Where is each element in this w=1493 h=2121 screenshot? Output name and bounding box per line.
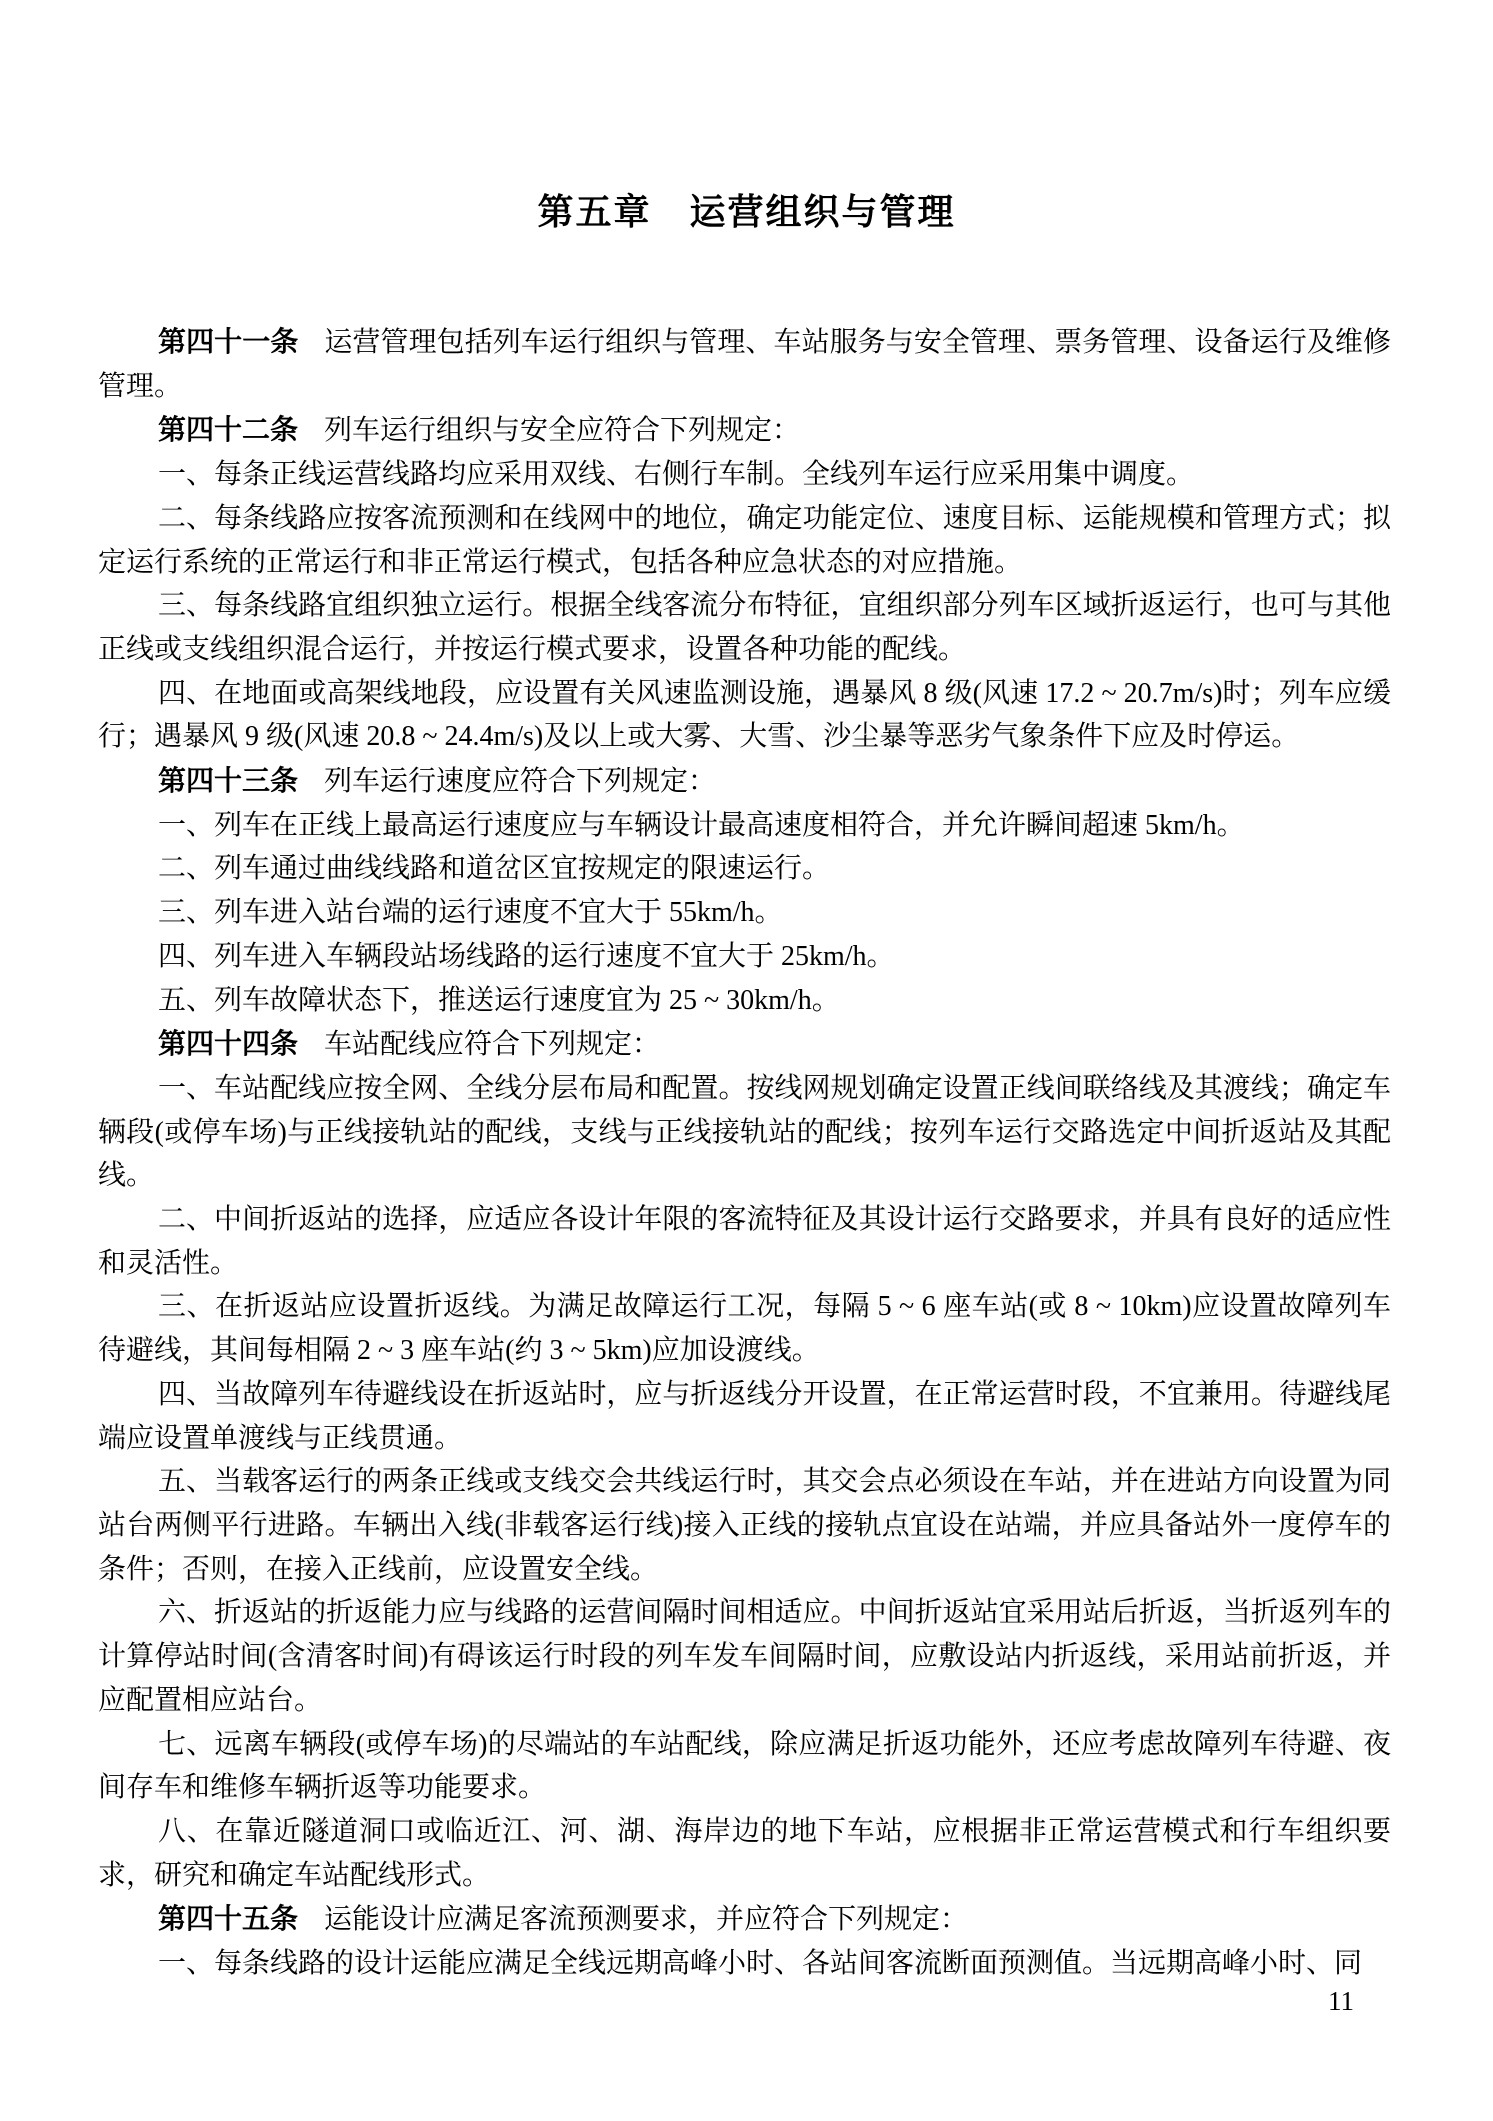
paragraph bbox=[98, 804, 1391, 848]
article-number: 第四十二条 bbox=[158, 414, 299, 446]
paragraph-text: 列车运行组织与安全应符合下列规定： bbox=[324, 415, 801, 447]
paragraph-text: 一、列车在正线上最高运行速度应与车辆设计最高速度相符合，并允许瞬间超速 5km/h。 bbox=[158, 809, 1245, 841]
paragraph bbox=[98, 1067, 1391, 1198]
paragraph bbox=[98, 759, 1391, 804]
paragraph bbox=[98, 847, 1391, 891]
paragraph-text: 列车运行速度应符合下列规定： bbox=[324, 766, 717, 798]
paragraph-text: 四、列车进入车辆段站场线路的运行速度不宜大于 25km/h。 bbox=[158, 940, 895, 972]
paragraph-text: 三、每条线路宜组织独立运行。根据全线客流分布特征，宜组织部分列车区域折返运行，也可与其他正线或支线组织混合运行，并按运行模式要求，设置各种功能的配线。 bbox=[98, 590, 1391, 665]
paragraph bbox=[98, 1723, 1391, 1810]
paragraph-text: 七、远离车辆段(或停车场)的尽端站的车站配线，除应满足折返功能外，还应考虑故障列车待避、夜间存车和维修车辆折返等功能要求。 bbox=[98, 1728, 1391, 1804]
paragraph-text: 一、每条正线运营线路均应采用双线、右侧行车制。全线列车运行应采用集中调度。 bbox=[158, 459, 1195, 491]
article-number: 第四十一条 bbox=[158, 326, 299, 357]
paragraph bbox=[98, 1591, 1391, 1722]
article-number: 第四十五条 bbox=[158, 1903, 299, 1935]
article-number: 第四十三条 bbox=[158, 765, 299, 797]
paragraph-text: 五、当载客运行的两条正线或支线交会共线运行时，其交会点必须设在车站，并在进站方向设置为同站台两侧平行进路。车辆出入线(非载客运行线)接入正线的接轨点宜设在站端，并应具备站外一度停车的条件；否则，在接入正线前，应设置安全线。 bbox=[98, 1466, 1391, 1585]
paragraph-text: 运能设计应满足客流预测要求，并应符合下列规定： bbox=[324, 1904, 969, 1936]
paragraph-text: 四、在地面或高架线地段，应设置有关风速监测设施，遇暴风 8 级(风速 17.2 ~ 20.7m/s)时；列车应缓行；遇暴风 9 级(风速 20.8 ~ 24.4m/s)及以上或大雾、大雪、沙尘暴等恶劣气象条件下应及时停运。 bbox=[98, 677, 1391, 753]
page-number: 11 bbox=[1328, 1986, 1354, 2016]
chapter-title: 第五章 运营组织与管理 bbox=[537, 191, 956, 232]
paragraph bbox=[98, 672, 1391, 759]
paragraph bbox=[98, 1285, 1391, 1372]
paragraph bbox=[98, 1460, 1391, 1591]
paragraph-text: 二、列车通过曲线线路和道岔区宜按规定的限速运行。 bbox=[158, 853, 831, 885]
paragraph bbox=[98, 584, 1391, 671]
paragraph-text: 八、在靠近隧道洞口或临近江、河、湖、海岸边的地下车站，应根据非正常运营模式和行车组织要求，研究和确定车站配线形式。 bbox=[98, 1815, 1391, 1891]
article-number: 第四十四条 bbox=[158, 1028, 299, 1060]
paragraph bbox=[98, 1373, 1391, 1460]
paragraph bbox=[98, 320, 1391, 408]
document-body bbox=[98, 320, 1391, 1986]
paragraph bbox=[98, 979, 1391, 1023]
paragraph bbox=[98, 497, 1391, 584]
paragraph bbox=[98, 891, 1391, 935]
paragraph-text: 五、列车故障状态下，推送运行速度宜为 25 ~ 30km/h。 bbox=[158, 984, 840, 1016]
paragraph-text: 三、列车进入站台端的运行速度不宜大于 55km/h。 bbox=[158, 897, 783, 929]
paragraph-text: 二、中间折返站的选择，应适应各设计年限的客流特征及其设计运行交路要求，并具有良好的适应性和灵活性。 bbox=[98, 1204, 1391, 1279]
paragraph bbox=[98, 1897, 1391, 1942]
paragraph-text: 二、每条线路应按客流预测和在线网中的地位，确定功能定位、速度目标、运能规模和管理方式；拟定运行系统的正常运行和非正常运行模式，包括各种应急状态的对应措施。 bbox=[98, 502, 1391, 578]
paragraph-text: 三、在折返站应设置折返线。为满足故障运行工况，每隔 5 ~ 6 座车站(或 8 ~ 10km)应设置故障列车待避线，其间每相隔 2 ~ 3 座车站(约 3 ~ 5km)应加设渡线。 bbox=[98, 1291, 1391, 1367]
paragraph bbox=[98, 1198, 1391, 1285]
paragraph bbox=[98, 453, 1391, 497]
paragraph-text: 车站配线应符合下列规定： bbox=[324, 1029, 661, 1061]
paragraph bbox=[98, 408, 1391, 453]
paragraph bbox=[98, 935, 1391, 979]
paragraph-text: 一、车站配线应按全网、全线分层布局和配置。按线网规划确定设置正线间联络线及其渡线；确定车辆段(或停车场)与正线接轨站的配线，支线与正线接轨站的配线；按列车运行交路选定中间折返站及其配线。 bbox=[98, 1072, 1391, 1192]
paragraph bbox=[98, 1810, 1391, 1897]
paragraph-text: 四、当故障列车待避线设在折返站时，应与折返线分开设置，在正常运营时段，不宜兼用。待避线尾端应设置单渡线与正线贯通。 bbox=[98, 1378, 1391, 1454]
paragraph bbox=[98, 1022, 1391, 1067]
paragraph-text: 一、每条线路的设计运能应满足全线远期高峰小时、各站间客流断面预测值。当远期高峰小时、同 bbox=[158, 1948, 1363, 1980]
paragraph-text: 运营管理包括列车运行组织与管理、车站服务与安全管理、票务管理、设备运行及维修管理。 bbox=[98, 327, 1391, 402]
paragraph-text: 六、折返站的折返能力应与线路的运营间隔时间相适应。中间折返站宜采用站后折返，当折返列车的计算停站时间(含清客时间)有碍该运行时段的列车发车间隔时间，应敷设站内折返线，采用站前折返，并应配置相应站台。 bbox=[98, 1597, 1391, 1716]
paragraph bbox=[98, 1942, 1391, 1986]
